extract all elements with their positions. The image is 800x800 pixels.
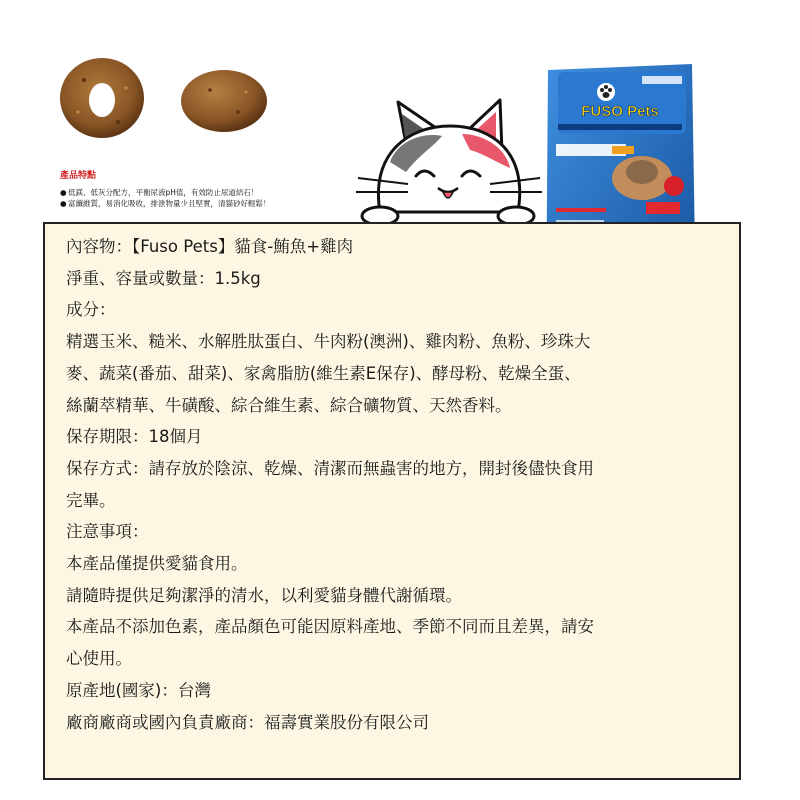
bullet-icon: ●	[60, 188, 67, 197]
feature-item: ●低鎂、低灰分配方，平衡尿液pH值，有效防止尿道結石！	[60, 188, 259, 197]
note-line: 心使用。	[66, 649, 132, 669]
note-line: 本產品不添加色素，產品顏色可能因原料產地、季節不同而且差異，請安	[66, 617, 594, 637]
package-brand: FUSO Pets	[581, 103, 659, 120]
ingredients-line: 精選玉米、糙米、水解胜肽蛋白、牛肉粉(澳洲)、雞肉粉、魚粉、珍珠大	[66, 332, 591, 352]
ingredients-line: 麥、蔬菜(番茄、甜菜)、家禽脂肪(維生素E保存)、酵母粉、乾燥全蛋、	[66, 363, 581, 383]
kibble-ring-image	[58, 52, 146, 140]
product-info-box	[43, 222, 741, 780]
shelf-life-line: 保存期限：18個月	[66, 427, 203, 447]
manufacturer-line: 廠商廠商或國內負責廠商：福壽實業股份有限公司	[66, 712, 429, 732]
ingredients-line: 絲蘭萃精華、牛磺酸、綜合維生素、綜合礦物質、天然香料。	[66, 395, 512, 415]
cartoon-cat-image	[350, 92, 545, 227]
origin-line: 原產地(國家)：台灣	[66, 680, 211, 700]
features-title: 產品特點	[60, 171, 97, 181]
contents-line: 內容物：【Fuso Pets】貓食-鮪魚+雞肉	[66, 237, 354, 256]
product-info-text	[66, 231, 726, 738]
bullet-icon: ●	[60, 199, 67, 208]
feature-item: ●富纖維質，易消化吸收，排泄物量少且堅實，清貓砂好輕鬆！	[60, 199, 271, 208]
storage-line: 保存方式：請存放於陰涼、乾燥、清潔而無蟲害的地方，開封後儘快食用	[66, 458, 594, 478]
product-features	[60, 168, 360, 209]
net-weight-line: 淨重、容量或數量：1.5kg	[66, 268, 261, 288]
ingredients-label: 成分：	[66, 300, 116, 320]
note-line: 請隨時提供足夠潔淨的清水，以利愛貓身體代謝循環。	[66, 585, 462, 605]
notes-label: 注意事項：	[66, 522, 149, 542]
storage-line: 完畢。	[66, 490, 116, 510]
note-line: 本產品僅提供愛貓食用。	[66, 554, 248, 574]
kibble-oval-image	[180, 68, 268, 134]
